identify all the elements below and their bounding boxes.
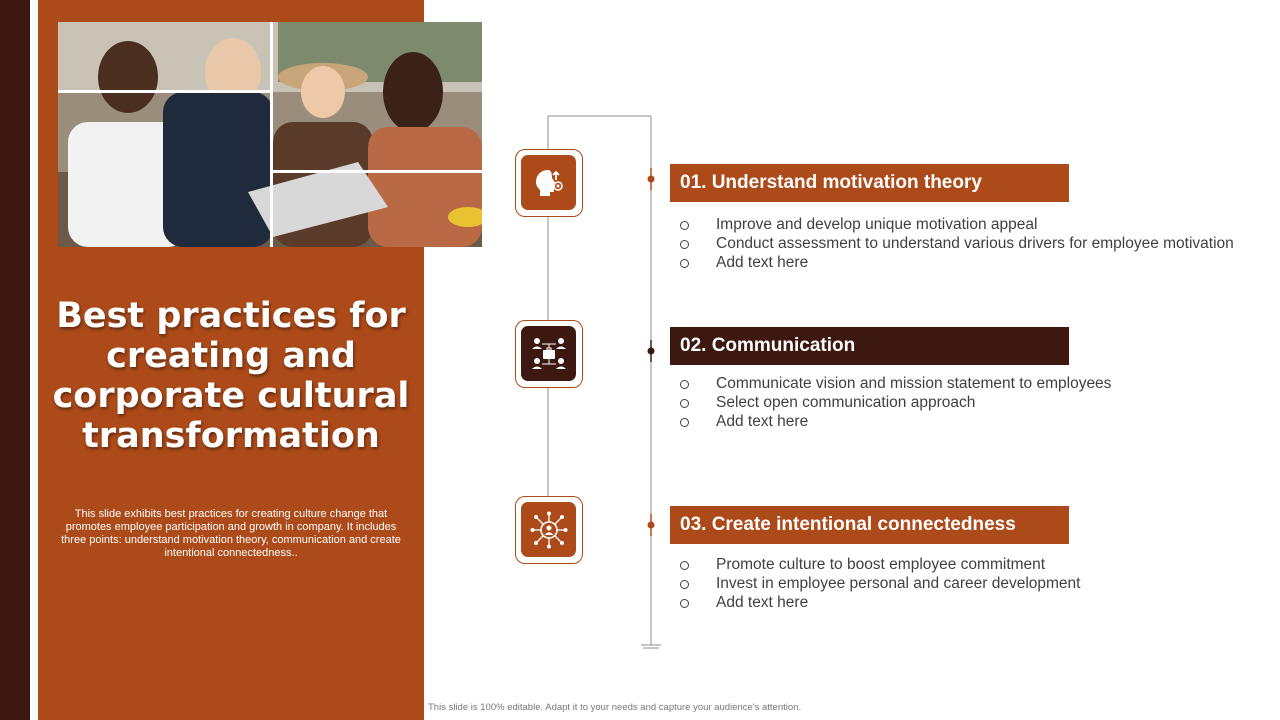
bullet-circle-icon [680, 580, 689, 589]
section-2-icon-frame [515, 320, 583, 388]
list-item: Add text here [680, 593, 1080, 612]
list-item: Add text here [680, 253, 1234, 272]
list-item: Promote culture to boost employee commitment [680, 555, 1080, 574]
bullet-circle-icon [680, 380, 689, 389]
bullet-circle-icon [680, 399, 689, 408]
bullet-circle-icon [680, 240, 689, 249]
section-2-heading: 02. Communication [670, 327, 1069, 365]
list-item: Select open communication approach [680, 393, 1111, 412]
section-3-icon-frame [515, 496, 583, 564]
list-item: Communicate vision and mission statement to employees [680, 374, 1111, 393]
head-motivation-icon [521, 155, 576, 210]
slide-description: This slide exhibits best practices for creating culture change that promotes employee participation and growth in company. It includes three points: understand motivation theory, communication and create intentional connectedness.. [61, 508, 401, 559]
network-connect-icon [521, 502, 576, 557]
bullet-circle-icon [680, 561, 689, 570]
section-1-heading: 01. Understand motivation theory [670, 164, 1069, 202]
slide-footer-note: This slide is 100% editable. Adapt it to your needs and capture your audience's attention. [428, 702, 802, 713]
section-3-heading: 03. Create intentional connectedness [670, 506, 1069, 544]
list-item: Conduct assessment to understand various drivers for employee motivation [680, 234, 1234, 253]
section-3-bullet-list [680, 555, 1080, 612]
slide-title: Best practices for creating and corporate cultural transformation [52, 296, 410, 456]
bullet-circle-icon [680, 599, 689, 608]
list-item: Invest in employee personal and career development [680, 574, 1080, 593]
bullet-circle-icon [680, 221, 689, 230]
team-communication-icon [521, 326, 576, 381]
section-2-bullet-list [680, 374, 1111, 431]
section-1-icon-frame [515, 149, 583, 217]
bullet-circle-icon [680, 418, 689, 427]
bullet-circle-icon [680, 259, 689, 268]
section-1-bullet-list [680, 215, 1234, 272]
list-item: Add text here [680, 412, 1111, 431]
list-item: Improve and develop unique motivation appeal [680, 215, 1234, 234]
